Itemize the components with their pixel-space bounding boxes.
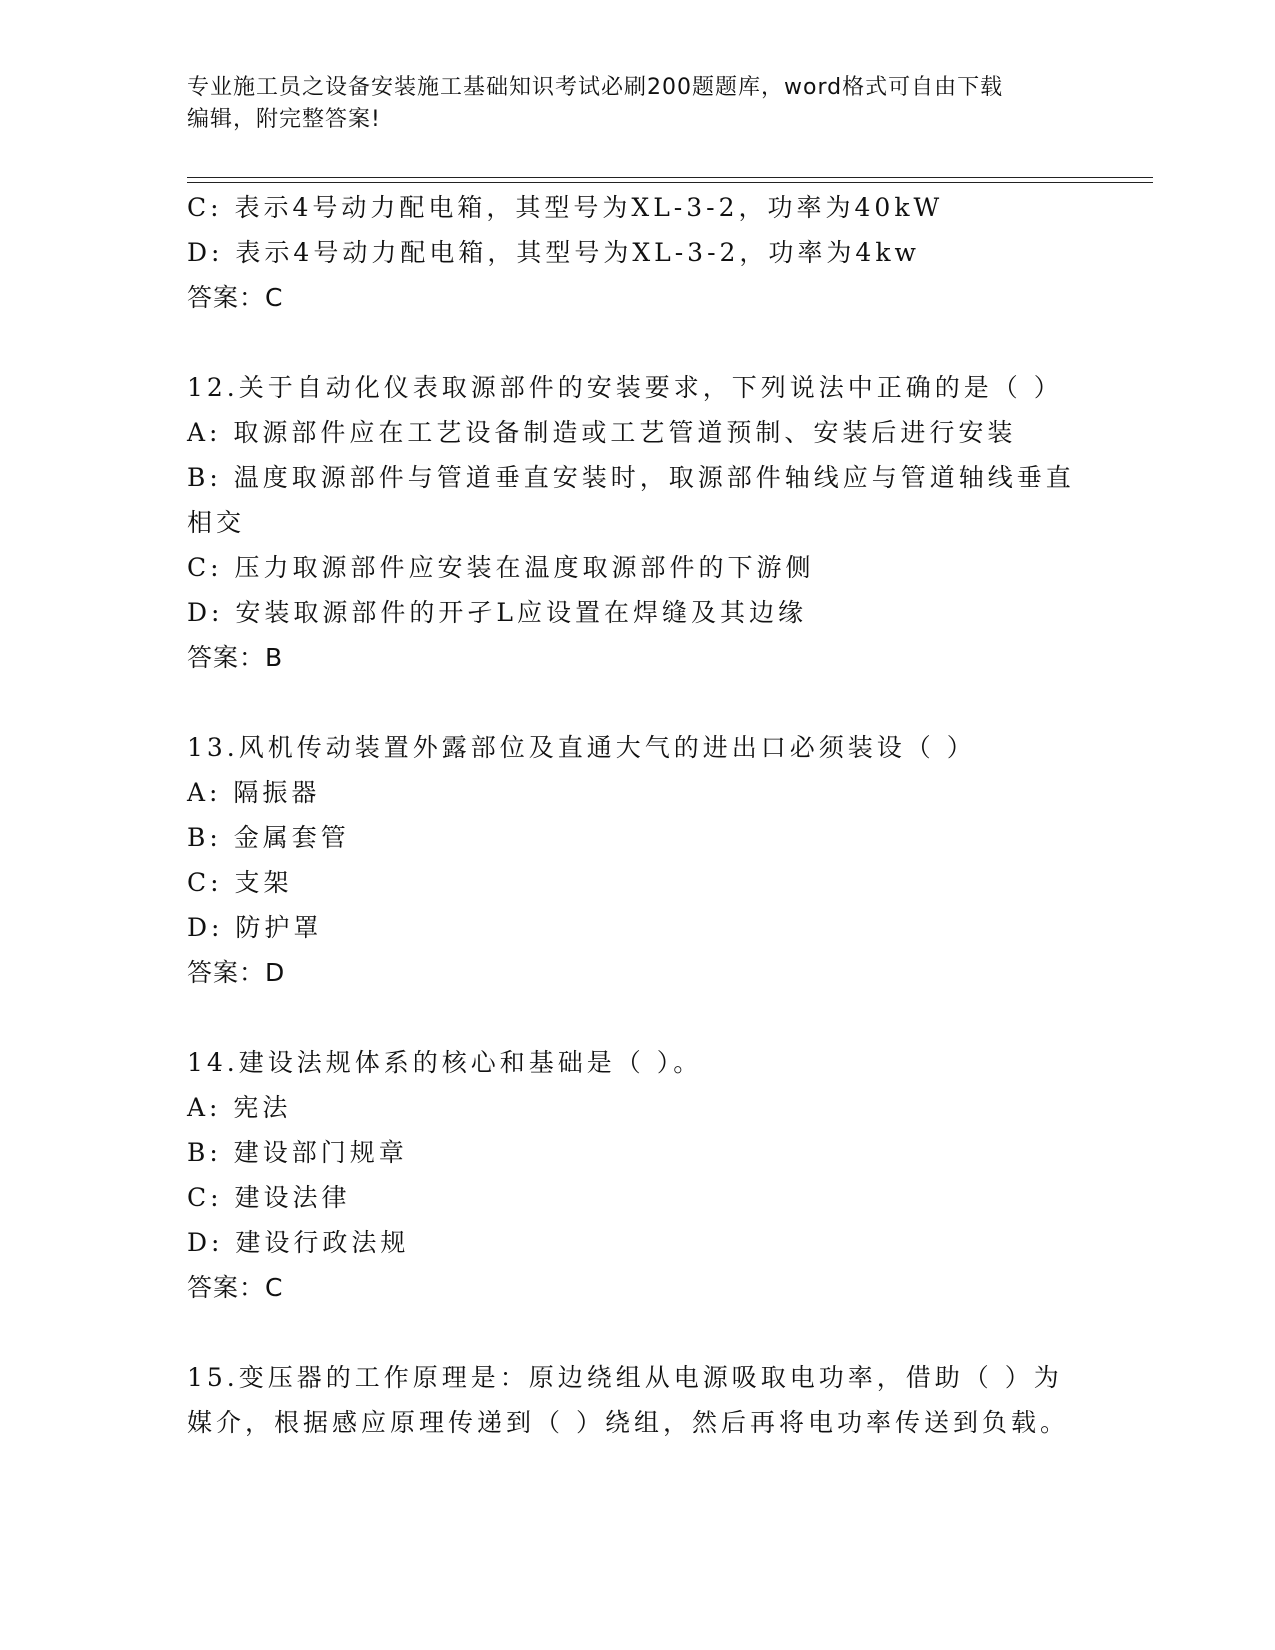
q11-option-d: D: 表示4号动力配电箱，其型号为XL-3-2，功率为4kw — [187, 238, 920, 267]
q13-option-d: D: 防护罩 — [187, 913, 323, 942]
q13-option-c: C: 支架 — [187, 868, 293, 897]
header-divider-top — [187, 177, 1153, 178]
q12-option-a: A: 取源部件应在工艺设备制造或工艺管道预制、安装后进行安装 — [187, 418, 1017, 447]
q14-stem: 14.建设法规体系的核心和基础是（ ）。 — [187, 1048, 703, 1077]
q14-option-d: D: 建设行政法规 — [187, 1228, 410, 1257]
q12-option-c: C: 压力取源部件应安装在温度取源部件的下游侧 — [187, 553, 815, 582]
q12-stem: 12.关于自动化仪表取源部件的安装要求，下列说法中正确的是（ ） — [187, 373, 1063, 402]
q15-stem-continued: 媒介，根据感应原理传递到（ ）绕组，然后再将电功率传送到负载。 — [187, 1408, 1069, 1437]
header-title-line-2: 编辑，附完整答案! — [187, 107, 381, 132]
q13-option-b: B: 金属套管 — [187, 823, 350, 852]
q13-stem: 13.风机传动装置外露部位及直通大气的进出口必须装设（ ） — [187, 733, 976, 762]
q11-answer: 答案：C — [187, 283, 284, 312]
q12-option-b: B: 温度取源部件与管道垂直安装时，取源部件轴线应与管道轴线垂直 — [187, 463, 1075, 492]
q14-option-a: A: 宪法 — [187, 1093, 292, 1122]
q12-answer: 答案：B — [187, 643, 284, 672]
q11-option-c: C: 表示4号动力配电箱，其型号为XL-3-2，功率为40kW — [187, 193, 944, 222]
q15-stem: 15.变压器的工作原理是：原边绕组从电源吸取电功率，借助（ ）为 — [187, 1363, 1063, 1392]
q14-answer: 答案：C — [187, 1273, 284, 1302]
q12-option-b-continued: 相交 — [187, 508, 246, 537]
q13-option-a: A: 隔振器 — [187, 778, 321, 807]
q14-option-b: B: 建设部门规章 — [187, 1138, 408, 1167]
q12-option-d: D: 安装取源部件的开孑L应设置在焊缝及其边缘 — [187, 598, 808, 627]
q14-option-c: C: 建设法律 — [187, 1183, 351, 1212]
header-divider-bottom — [187, 182, 1153, 183]
q13-answer: 答案：D — [187, 958, 286, 987]
header-title-line-1: 专业施工员之设备安装施工基础知识考试必刷200题题库，word格式可自由下载 — [187, 75, 1004, 100]
document-header — [187, 72, 1067, 136]
